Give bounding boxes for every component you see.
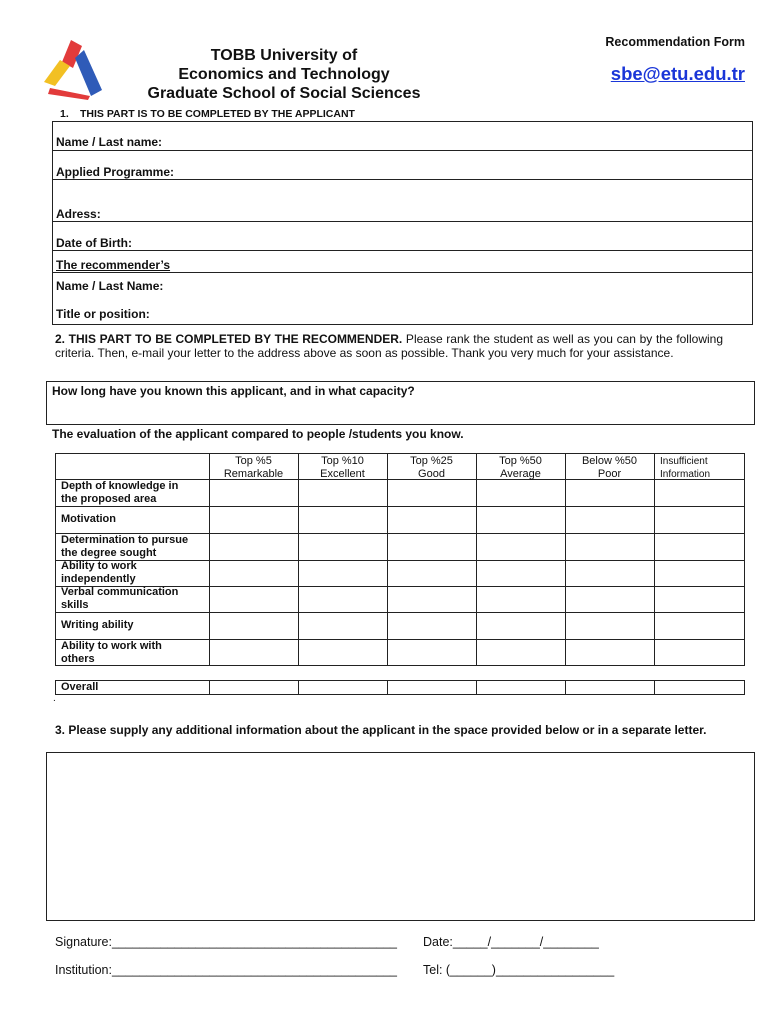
grid-line [55,453,56,666]
part1-heading [60,108,355,120]
rating-cell[interactable] [299,507,387,533]
column-header [300,455,385,481]
part2-heading: 2. THIS PART TO BE COMPLETED BY THE RECOMMENDER. [55,332,403,346]
grid-line [298,680,299,695]
rating-cell[interactable] [210,561,298,586]
criterion-label-line: Ability to work with [61,639,162,652]
rating-cell[interactable] [388,507,476,533]
rating-cell[interactable] [566,587,654,612]
column-header [660,455,747,481]
divider [53,272,752,273]
rating-cell[interactable] [388,561,476,586]
column-header-line: Remarkable [223,468,284,480]
evaluation-grid [55,453,745,666]
rating-cell[interactable] [210,613,298,639]
rating-cell[interactable] [477,587,565,612]
criterion-label-line: Ability to work [61,560,137,572]
rating-cell[interactable] [299,613,387,639]
rating-cell[interactable] [388,640,476,666]
column-header [567,455,652,481]
rating-cell[interactable] [477,534,565,560]
signature-line[interactable]: Signature:_________________________________________ [55,935,398,949]
rating-cell[interactable] [566,480,654,506]
tel-line[interactable]: Tel: (______)_________________ [423,963,615,977]
divider [53,221,752,222]
rating-cell[interactable] [655,507,745,533]
recommenders-label: The recommender’s [56,258,171,272]
column-header [478,455,563,481]
stray-dot: . [53,693,56,704]
column-header-line: Top %25 [410,455,453,467]
part2-instructions [55,333,723,360]
applicant-section [52,121,753,325]
title-position-label: Title or position: [56,307,150,321]
grid-line [476,680,477,695]
rating-cell[interactable] [299,640,387,666]
rating-cell[interactable] [388,613,476,639]
rating-cell[interactable] [566,613,654,639]
rating-cell[interactable] [655,640,745,666]
part3-instructions: 3. Please supply any additional information about the applicant in the space provided below or in a separate letter. [55,723,707,737]
programme-field-label: Applied Programme: [56,165,175,179]
column-header-line: Below %50 [581,455,638,467]
rating-cell[interactable] [210,480,298,506]
email-link[interactable]: sbe@etu.edu.tr [610,63,745,84]
rating-cell[interactable] [388,534,476,560]
rating-cell[interactable] [210,587,298,612]
rating-cell[interactable] [566,640,654,666]
criterion-label [61,586,207,612]
recommender-name-label: Name / Last Name: [56,279,164,293]
question-label: How long have you known this applicant, and in what capacity? [52,384,415,398]
rating-cell[interactable] [210,534,298,560]
rating-cell[interactable] [299,587,387,612]
criterion-label [61,640,207,666]
criterion-label [61,619,207,632]
criterion-label [61,480,207,506]
rating-cell[interactable] [210,507,298,533]
rating-cell[interactable] [477,480,565,506]
part2-text: Please rank the student as well as you can by the following criteria. Then, e-mail your letter to the address above as soon as possible. Thank you very much for your assistance. [55,332,723,360]
criterion-label-line: the degree sought [61,546,157,559]
question-box[interactable] [46,381,755,425]
rating-cell[interactable] [477,613,565,639]
rating-cell[interactable] [299,480,387,506]
criterion-label [61,534,207,560]
university-line-1: TOBB University of [210,47,358,64]
column-header-line: Poor [597,468,622,480]
criterion-label-line: others [61,652,95,665]
rating-cell[interactable] [299,561,387,586]
criterion-label [61,560,207,586]
form-title: Recommendation Form [605,35,745,49]
column-header-line: Information [660,469,711,480]
rating-cell[interactable] [477,561,565,586]
rating-cell[interactable] [388,480,476,506]
criterion-label-line: the proposed area [61,492,157,505]
name-field-label: Name / Last name: [56,135,163,149]
rating-cell[interactable] [655,480,745,506]
additional-info-box[interactable] [46,752,755,921]
criterion-label-line: Determination to pursue [61,533,189,546]
column-header-line: Excellent [320,468,365,480]
rating-cell[interactable] [655,561,745,586]
address-field-label: Adress: [56,207,101,221]
criterion-label-line: Motivation [61,513,116,525]
divider [53,150,752,151]
part1-number: 1. [60,108,69,120]
university-line-2: Economics and Technology [178,66,390,83]
grid-line [55,453,745,454]
column-header-line: Good [418,468,445,480]
overall-label: Overall [61,681,99,693]
rating-cell[interactable] [477,507,565,533]
column-header-line: Top %50 [499,455,542,467]
criterion-label [61,513,207,526]
grid-line [744,680,745,695]
grid-line [387,680,388,695]
criterion-label-line: independently [61,573,136,585]
overall-row [55,680,745,695]
rating-cell[interactable] [388,587,476,612]
column-header-line: Insufficient [660,456,708,467]
rating-cell[interactable] [566,507,654,533]
rating-cell[interactable] [566,561,654,586]
part1-heading-text: THIS PART IS TO BE COMPLETED BY THE APPLICANT [80,108,355,120]
grid-line [654,680,655,695]
evaluation-title: The evaluation of the applicant compared to people /students you know. [52,427,464,441]
criterion-label-line: Verbal communication [61,586,179,598]
dob-field-label: Date of Birth: [56,236,132,250]
university-name [118,46,450,103]
grid-line [209,680,210,695]
rating-cell[interactable] [655,534,745,560]
institution-line[interactable]: Institution:_________________________________________ [55,963,398,977]
column-header-line: Top %5 [235,455,272,467]
column-header-line: Average [500,468,541,480]
rating-cell[interactable] [655,587,745,612]
university-line-3: Graduate School of Social Sciences [147,85,421,102]
grid-line [55,694,745,695]
divider [53,179,752,180]
criterion-label-line: Depth of knowledge in [61,479,179,492]
divider [53,250,752,251]
rating-cell[interactable] [477,640,565,666]
grid-line [565,680,566,695]
rating-cell[interactable] [655,613,745,639]
date-line[interactable]: Date:_____/_______/________ [423,935,599,949]
rating-cell[interactable] [210,640,298,666]
rating-cell[interactable] [299,534,387,560]
column-header [389,455,474,481]
column-header-line: Top %10 [321,455,364,467]
university-logo [42,38,104,100]
rating-cell[interactable] [566,534,654,560]
column-header [211,455,296,481]
criterion-label-line: skills [61,599,89,611]
criterion-label-line: Writing ability [61,619,134,631]
